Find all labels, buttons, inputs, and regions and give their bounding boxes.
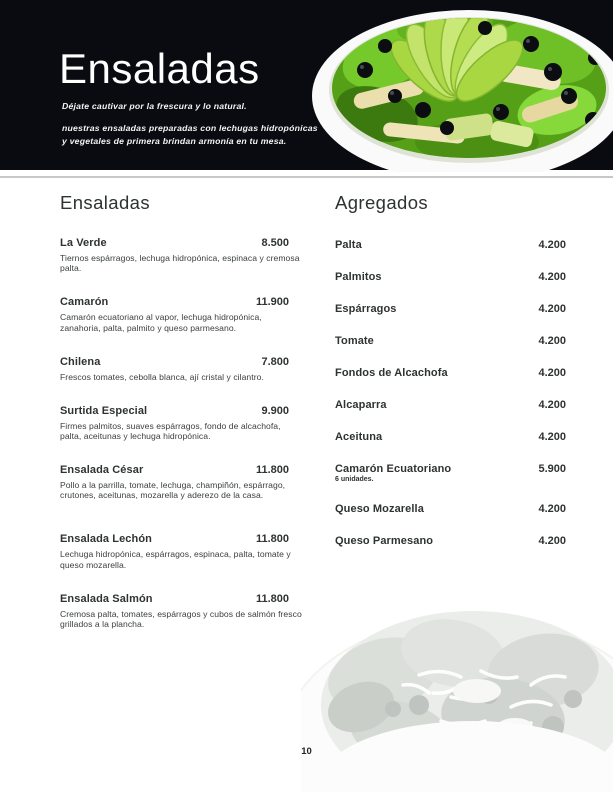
item-price: 11.900 bbox=[255, 296, 289, 309]
extra-item bbox=[335, 463, 566, 483]
item-name: Queso Parmesano bbox=[335, 535, 434, 548]
extra-item-row bbox=[335, 463, 566, 475]
header-salad-photo bbox=[295, 0, 613, 172]
salads-list bbox=[60, 237, 302, 629]
item-name: Palmitos bbox=[335, 271, 382, 284]
menu-item bbox=[60, 464, 289, 500]
extras-section bbox=[335, 192, 566, 567]
item-price: 4.200 bbox=[538, 271, 566, 284]
item-name: Surtida Especial bbox=[60, 404, 148, 417]
salads-section-title: Ensaladas bbox=[60, 192, 150, 213]
header-description-line: nuestras ensaladas preparadas con lechugas hidropónicas bbox=[62, 123, 318, 133]
extra-item-row bbox=[335, 399, 566, 411]
item-price: 4.200 bbox=[538, 367, 566, 380]
extras-list bbox=[335, 239, 566, 547]
extras-section-title: Agregados bbox=[335, 192, 429, 213]
extra-item bbox=[335, 399, 566, 411]
menu-item-row bbox=[60, 593, 289, 605]
menu-item-row bbox=[60, 405, 289, 417]
extra-item bbox=[335, 535, 566, 547]
item-name: Aceituna bbox=[335, 431, 383, 444]
extra-item bbox=[335, 271, 566, 283]
menu-item-row bbox=[60, 533, 289, 545]
item-name: Palta bbox=[335, 239, 362, 252]
menu-item bbox=[60, 405, 289, 441]
item-price: 4.200 bbox=[538, 335, 566, 348]
extra-item bbox=[335, 503, 566, 515]
item-name: Camarón bbox=[60, 296, 109, 309]
item-price: 11.800 bbox=[255, 533, 289, 546]
menu-item bbox=[60, 533, 289, 569]
item-description: Camarón ecuatoriano al vapor, lechuga hidropónica, zanahoria, palta, palmito y queso parmesano. bbox=[60, 312, 262, 333]
menu-item-row bbox=[60, 237, 289, 249]
salads-section bbox=[60, 192, 302, 652]
item-description: Firmes palmitos, suaves espárragos, fondo de alcachofa, palta, aceitunas y lechuga hidropónica. bbox=[60, 420, 281, 442]
extra-item bbox=[335, 367, 566, 379]
item-description: Frescos tomates, cebolla blanca, ají cristal y cilantro. bbox=[60, 371, 264, 382]
item-price: 4.200 bbox=[538, 239, 566, 252]
item-price: 11.800 bbox=[255, 464, 289, 477]
item-price: 4.200 bbox=[538, 399, 566, 412]
item-price: 4.200 bbox=[538, 431, 566, 444]
header-band bbox=[0, 0, 613, 170]
item-price: 5.900 bbox=[538, 463, 566, 476]
header-description bbox=[62, 122, 318, 148]
item-price: 4.200 bbox=[538, 503, 566, 516]
menu-item bbox=[60, 237, 300, 274]
extra-item bbox=[335, 335, 566, 347]
page-title: Ensaladas bbox=[59, 45, 260, 92]
extra-item-row bbox=[335, 335, 566, 347]
item-name: Fondos de Alcachofa bbox=[335, 367, 448, 380]
extra-item bbox=[335, 239, 566, 251]
extra-item-row bbox=[335, 431, 566, 443]
extra-item-row bbox=[335, 503, 566, 515]
item-price: 9.900 bbox=[261, 404, 289, 417]
item-name: Camarón Ecuatoriano bbox=[335, 463, 452, 476]
extra-item-row bbox=[335, 271, 566, 283]
extra-item-row bbox=[335, 239, 566, 251]
menu-item bbox=[60, 296, 289, 332]
extra-item-row bbox=[335, 303, 566, 315]
extra-item bbox=[335, 431, 566, 443]
item-name: Ensalada César bbox=[60, 464, 144, 477]
section-divider bbox=[0, 176, 613, 178]
item-price: 8.500 bbox=[261, 237, 289, 250]
footer-salad-photo bbox=[301, 587, 613, 792]
header-description-line: y vegetales de primera brindan armonía en tu mesa. bbox=[62, 136, 287, 147]
extra-item-row bbox=[335, 367, 566, 379]
header-tagline: Déjate cautivar por la frescura y lo natural. bbox=[62, 101, 247, 111]
page-number: 10 bbox=[301, 746, 312, 757]
menu-item-row bbox=[60, 296, 289, 308]
item-name: Ensalada Lechón bbox=[60, 533, 152, 546]
item-price: 4.200 bbox=[538, 303, 566, 316]
item-description: Cremosa palta, tomates, espárragos y cubos de salmón fresco grillados a la plancha. bbox=[60, 608, 302, 629]
item-description: Tiernos espárragos, lechuga hidropónica, espinaca y cremosa palta. bbox=[60, 253, 300, 274]
item-name: La Verde bbox=[60, 237, 107, 250]
menu-item-row bbox=[60, 356, 289, 368]
item-name: Alcaparra bbox=[335, 399, 387, 412]
extra-item-row bbox=[335, 535, 566, 547]
item-name: Espárragos bbox=[335, 303, 397, 316]
item-name: Tomate bbox=[335, 335, 374, 348]
item-name: Chilena bbox=[60, 355, 101, 368]
item-price: 7.800 bbox=[261, 355, 289, 368]
menu-item-row bbox=[60, 464, 289, 476]
item-name: Ensalada Salmón bbox=[60, 592, 153, 605]
menu-item bbox=[60, 592, 302, 629]
item-price: 11.800 bbox=[255, 592, 289, 605]
item-note: 6 unidades. bbox=[335, 476, 374, 484]
item-price: 4.200 bbox=[538, 535, 566, 548]
item-name: Queso Mozarella bbox=[335, 503, 424, 516]
menu-item bbox=[60, 356, 289, 382]
item-description: Pollo a la parrilla, tomate, lechuga, champiñón, espárrago, crutones, aceitunas, mozarella y aderezo de la casa. bbox=[60, 480, 286, 501]
extra-item bbox=[335, 303, 566, 315]
item-description: Lechuga hidropónica, espárragos, espinaca, palta, tomate y queso mozarella. bbox=[60, 549, 291, 570]
